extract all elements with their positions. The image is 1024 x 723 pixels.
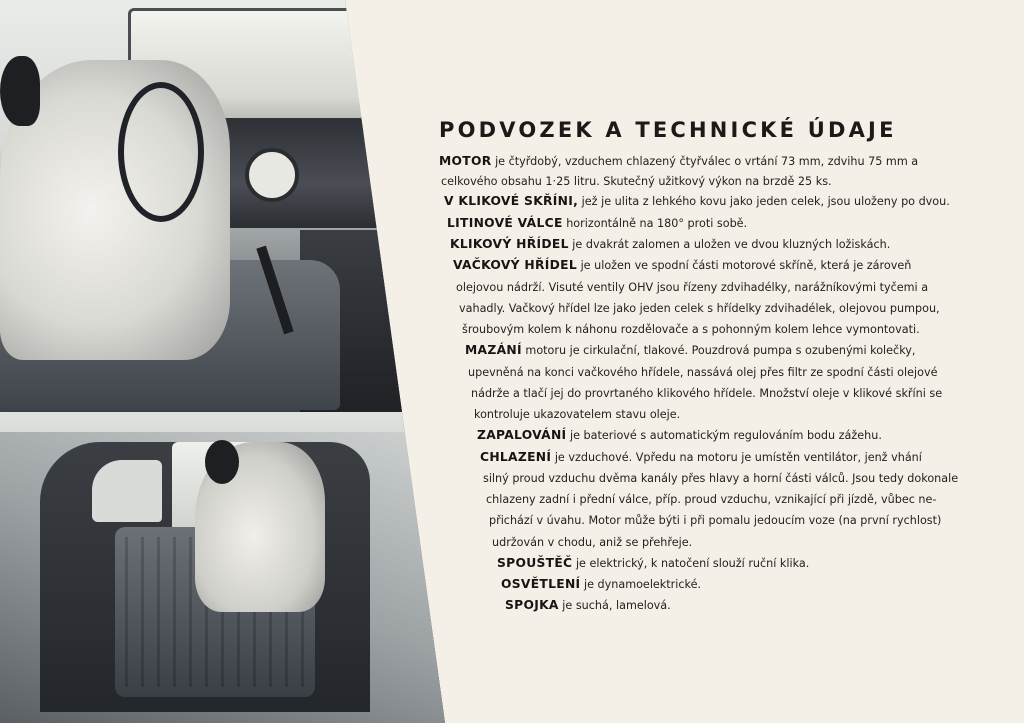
woman-hair xyxy=(205,440,239,484)
spec-line: udržován v chodu, aniž se přehřeje. xyxy=(492,536,693,549)
spec-heading: MOTOR xyxy=(439,154,492,168)
spec-line: OSVĚTLENÍ je dynamoelektrické. xyxy=(501,577,702,591)
spec-line: celkového obsahu 1·25 litru. Skutečný užitkový výkon na brzdě 25 ks. xyxy=(441,175,832,188)
spec-line: přichází v úvahu. Motor může býti i při pomalu jedoucím voze (na první rychlost) xyxy=(489,514,942,527)
rear-window xyxy=(92,460,162,522)
spec-line: kontroluje ukazovatelem stavu oleje. xyxy=(474,408,681,421)
spec-line: vahadly. Vačkový hřídel lze jako jeden celek s hřídelky zdvihadélek, olejovou pumpou, xyxy=(459,302,940,315)
woman-hair xyxy=(0,56,40,126)
spec-heading: ZAPALOVÁNÍ xyxy=(477,428,567,442)
spec-heading: VAČKOVÝ HŘÍDEL xyxy=(453,258,578,272)
spec-heading: KLIKOVÝ HŘÍDEL xyxy=(450,237,569,251)
spec-line: olejovou nádrží. Visuté ventily OHV jsou řízeny zdvihadélky, narážníkovými tyčemi a xyxy=(456,281,929,294)
spec-line: MOTOR je čtyřdobý, vzduchem chlazený čtyřválec o vrtání 73 mm, zdvihu 75 mm a xyxy=(439,154,919,168)
spec-line: V KLIKOVÉ SKŘÍNI, jež je ulita z lehkého kovu jako jeden celek, jsou uloženy po dvou. xyxy=(444,194,950,208)
spec-heading: MAZÁNÍ xyxy=(465,343,522,357)
spec-line: SPOJKA je suchá, lamelová. xyxy=(505,598,671,612)
spec-heading: LITINOVÉ VÁLCE xyxy=(447,216,563,230)
spec-line: VAČKOVÝ HŘÍDEL je uložen ve spodní části motorové skříně, která je zároveň xyxy=(453,258,912,272)
spec-heading: CHLAZENÍ xyxy=(480,450,552,464)
spec-line: chlazeny zadní i přední válce, příp. proud vzduchu, vznikající při jízdě, vůbec ne- xyxy=(486,493,937,506)
spec-line: ZAPALOVÁNÍ je bateriové s automatickým regulováním bodu zážehu. xyxy=(477,428,882,442)
photo-panel xyxy=(0,0,460,723)
spec-line: SPOUŠTĚČ je elektrický, k natočení slouží ruční klika. xyxy=(497,556,810,570)
spec-line: KLIKOVÝ HŘÍDEL je dvakrát zalomen a uložen ve dvou kluzných ložiskách. xyxy=(450,237,891,251)
spec-line: upevněná na konci vačkového hřídele, nassává olej přes filtr ze spodní části olejové xyxy=(468,366,938,379)
photo-car-interior-side xyxy=(0,412,460,723)
spec-heading: OSVĚTLENÍ xyxy=(501,577,581,591)
spec-heading: SPOUŠTĚČ xyxy=(497,556,573,570)
spec-line: LITINOVÉ VÁLCE horizontálně na 180° proti sobě. xyxy=(447,216,748,230)
spec-heading: SPOJKA xyxy=(505,598,559,612)
photo-driver-at-dashboard xyxy=(0,0,460,412)
steering-wheel xyxy=(118,82,204,222)
spec-line: nádrže a tlačí jej do provrtaného klikového hřídele. Množství oleje v klikové skříni se xyxy=(471,387,943,400)
spec-line: šroubovým kolem k náhonu rozdělovače a s pohonným kolem lehce vymontovati. xyxy=(462,323,920,336)
spec-line: silný proud vzduchu dvěma kanály přes hlavy a horní části válců. Jsou tedy dokonale xyxy=(483,472,959,485)
speedometer-gauge xyxy=(245,148,299,202)
page-title: PODVOZEK A TECHNICKÉ ÚDAJE xyxy=(439,118,897,142)
spec-heading: V KLIKOVÉ SKŘÍNI, xyxy=(444,194,579,208)
spec-line: MAZÁNÍ motoru je cirkulační, tlakové. Pouzdrová pumpa s ozubenými kolečky, xyxy=(465,343,916,357)
spec-line: CHLAZENÍ je vzduchové. Vpředu na motoru je umístěn ventilátor, jenž vhání xyxy=(480,450,922,464)
